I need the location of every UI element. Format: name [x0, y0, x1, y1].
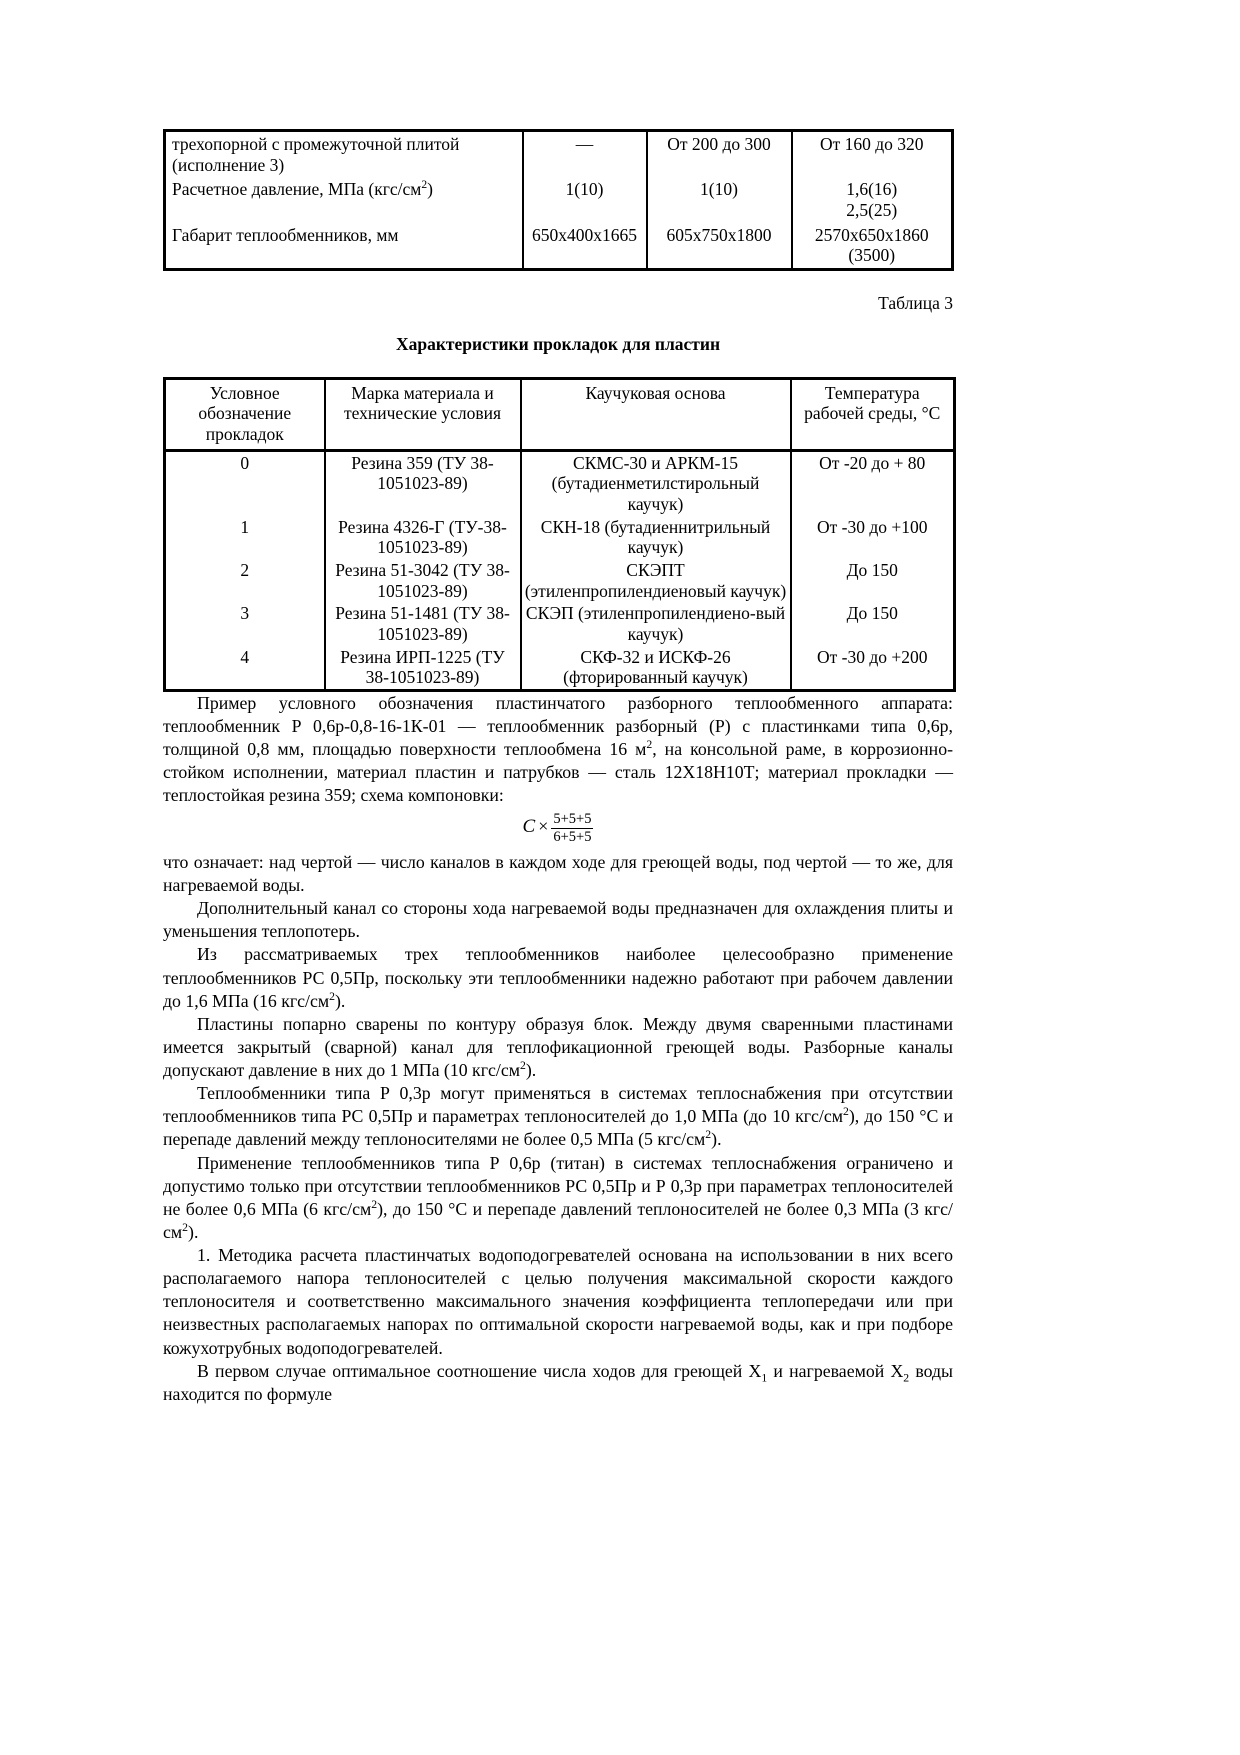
row-value-2: 1(10)	[647, 177, 792, 222]
paragraph-text-a: Применение теплообменников типа Р 0,6р (титан) в системах теплоснабжения ограничено и допустимо только при отсутствии теплообменников РС 0,5Пр и Р 0,3р при параметрах теплоносителей не более 0,6 МПа (6 кгс/см	[163, 1152, 953, 1219]
superscript-square: 2	[705, 1128, 712, 1142]
cell-designation: 4	[165, 646, 325, 691]
table-row	[165, 223, 953, 270]
cell-temperature: До 150	[791, 559, 955, 602]
table-row	[165, 450, 955, 515]
paragraph-text-b: ).	[334, 990, 346, 1011]
formula-numerator: 5+5+5	[553, 811, 592, 828]
value-line-1: 2570x650x1860	[814, 224, 929, 245]
row-value-1: 650x400x1665	[523, 223, 647, 270]
paragraph-text-a: В первом случае оптимальное соотношение числа ходов для греющей X	[197, 1360, 762, 1381]
table-row	[165, 177, 953, 222]
superscript-square: 2	[842, 1105, 849, 1119]
row-value-1: 1(10)	[523, 177, 647, 222]
row-label: Габарит теплообменников, мм	[165, 223, 523, 270]
value-line-1: 1,6(16)	[846, 179, 898, 200]
paragraph-text-a: Пластины попарно сварены по контуру образуя блок. Между двумя сваренными пластинами имеется закрытый (сварной) канал для теплофикационной греющей воды. Разборные каналы допускают давление в них до 1 МПа (10 кгс/см	[163, 1013, 953, 1081]
paragraph-additional-channel: Дополнительный канал со стороны хода нагреваемой воды предназначен для охлаждения плиты и уменьшения теплопотерь.	[163, 898, 953, 942]
value-line-2: 2,5(25)	[846, 199, 898, 220]
column-header-temperature: Температура рабочей среды, °С	[791, 378, 955, 450]
paragraph-text-b: и нагреваемой X	[767, 1360, 904, 1381]
paragraph-recommended-type	[163, 943, 953, 1012]
cell-material: Резина ИРП-1225 (ТУ 38-1051023-89)	[325, 646, 521, 691]
table-row	[165, 516, 955, 559]
cell-rubber-base: СКЭП (этиленпропилендиено-вый каучук)	[521, 602, 791, 645]
cell-rubber-base: СКФ-32 и ИСКФ-26 (фторированный каучук)	[521, 646, 791, 691]
superscript-square: 2	[182, 1220, 189, 1234]
formula-operator: ×	[538, 816, 549, 837]
cell-rubber-base: СКЭПТ (этиленпропилендиеновый каучук)	[521, 559, 791, 602]
row-value-2: От 200 до 300	[647, 131, 792, 178]
subscript-two: 2	[903, 1371, 910, 1385]
paragraph-text-b: ), до 150 °C и перепаде давлений теплоносителей не более 0,3 МПа (3 кгс/см	[163, 1198, 953, 1242]
table-row	[165, 602, 955, 645]
cell-designation: 0	[165, 450, 325, 515]
row-value-2: 605x750x1800	[647, 223, 792, 270]
row-label-superscript: 2	[421, 179, 428, 192]
cell-temperature: От -30 до +100	[791, 516, 955, 559]
paragraph-optimal-ratio	[163, 1360, 953, 1406]
row-label	[165, 177, 523, 222]
paragraph-text-a: Теплообменники типа Р 0,3р могут применяться в системах теплоснабжения при отсутствии теплообменников типа РС 0,5Пр и параметрах теплоносителей до 1,0 МПа (до 10 кгс/см	[163, 1083, 953, 1127]
row-value-3	[792, 223, 953, 270]
value-line-2: (3500)	[848, 245, 896, 266]
paragraph-type-r03r	[163, 1082, 953, 1151]
cell-material: Резина 51-1481 (ТУ 38-1051023-89)	[325, 602, 521, 645]
cell-designation: 1	[165, 516, 325, 559]
paragraph-welded-plates	[163, 1013, 953, 1082]
cell-material: Резина 4326-Г (ТУ-38-1051023-89)	[325, 516, 521, 559]
row-label: трехопорной с промежуточной плитой (исполнение 3)	[165, 131, 523, 178]
paragraph-text-c: ).	[188, 1221, 199, 1242]
superscript-square: 2	[519, 1059, 526, 1073]
cell-designation: 2	[165, 559, 325, 602]
cell-rubber-base: СКН-18 (бутадиеннитрильный каучук)	[521, 516, 791, 559]
table-header-row	[165, 378, 955, 450]
superscript-square: 2	[371, 1197, 378, 1211]
paragraph-text-c: ).	[711, 1129, 722, 1150]
superscript-square: 2	[646, 738, 653, 752]
cell-temperature: От -20 до + 80	[791, 450, 955, 515]
formula-variable: C	[522, 816, 536, 838]
column-header-material: Марка материала и технические условия	[325, 378, 521, 450]
table-row	[165, 559, 955, 602]
paragraph-text-b: ).	[525, 1060, 537, 1081]
cell-material: Резина 51-3042 (ТУ 38-1051023-89)	[325, 559, 521, 602]
cell-rubber-base: СКМС-30 и АРКМ-15 (бутадиенметилстирольный каучук)	[521, 450, 791, 515]
row-label-tail: )	[427, 179, 433, 200]
table-row	[165, 646, 955, 691]
table-gasket-characteristics	[163, 377, 956, 692]
table-row	[165, 131, 953, 178]
paragraph-text-a: Из рассматриваемых трех теплообменников наиболее целесообразно применение теплообменников РС 0,5Пр, поскольку эти теплообменники надежно работают при рабочем давлении до 1,6 МПа (16 кгс/см	[163, 944, 953, 1011]
row-value-3: От 160 до 320	[819, 134, 924, 154]
document-page	[163, 0, 953, 1406]
paragraph-example-designation	[163, 692, 953, 808]
cell-designation: 3	[165, 602, 325, 645]
formula-fraction	[551, 811, 593, 844]
row-value-1: —	[523, 131, 647, 178]
column-header-rubber-base: Каучуковая основа	[521, 378, 791, 450]
subscript-one: 1	[761, 1371, 768, 1385]
paragraph-type-r06r-titanium	[163, 1152, 953, 1245]
formula-denominator: 6+5+5	[553, 828, 592, 845]
paragraph-text-a: Пример условного обозначения пластинчатого разборного теплообменного аппарата: теплообменник Р 0,6р-0,8-16-1К-01 — теплообменник разборный (Р) с пластинками типа 0,6р, толщиной 0,8 мм, площадью поверхности теплообмена 16 м	[163, 692, 953, 760]
paragraph-text-b: ), до 150 °C и перепаде давлений между теплоносителями не более 0,5 МПа (5 кгс/см	[163, 1106, 953, 1150]
cell-temperature: От -30 до +200	[791, 646, 955, 691]
superscript-square: 2	[329, 989, 335, 1003]
table3-title: Характеристики прокладок для пластин	[395, 333, 721, 354]
paragraph-text-c: воды находится по формуле	[163, 1360, 954, 1404]
paragraph-calculation-method: 1. Методика расчета пластинчатых водоподогревателей основана на использовании в них всего располагаемого напора теплоносителей с целью получения максимальной скорости каждого теплоносителя и соответственно максимального значения коэффициента теплопередачи или при неизвестных располагаемых напорах по оптимальной скорости нагреваемой воды, как и при подборе кожухотрубных водоподогревателей.	[163, 1245, 953, 1358]
paragraph-text-b: , на консольной раме, в коррозионно-стойком исполнении, материал пластин и патрубков — сталь 12Х18Н10Т; материал прокладки — теплостойкая резина 359; схема компоновки:	[163, 739, 954, 806]
table-continuation	[163, 129, 954, 271]
formula-channel-ratio	[163, 811, 953, 844]
cell-temperature: До 150	[791, 602, 955, 645]
row-label-text: Расчетное давление, МПа (кгс/см	[172, 179, 422, 200]
cell-material: Резина 359 (ТУ 38-1051023-89)	[325, 450, 521, 515]
table3-caption: Таблица 3	[878, 292, 953, 313]
paragraph-formula-meaning: что означает: над чертой — число каналов в каждом ходе для греющей воды, под чертой — то же, для нагреваемой воды.	[163, 851, 953, 896]
column-header-designation: Условное обозначение прокладок	[165, 378, 325, 450]
row-value-3	[792, 177, 953, 222]
